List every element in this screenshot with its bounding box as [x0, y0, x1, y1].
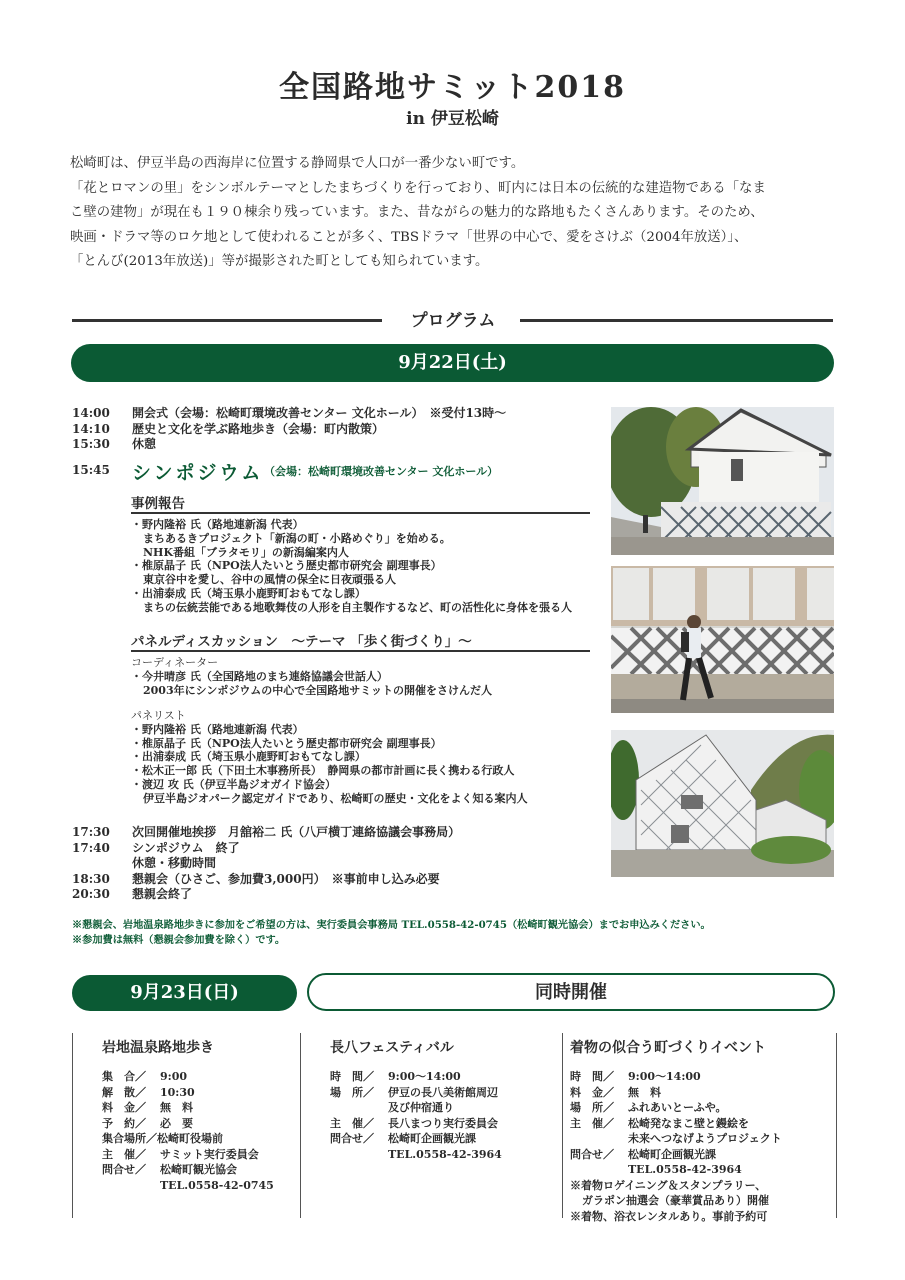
intro-line: 「とんび(2013年放送)」等が撮影された町としても知られています。: [70, 254, 489, 269]
schedule-time: 15:45: [72, 463, 110, 477]
event-chohachi-festival: [330, 1037, 502, 1162]
event-title: 岩地温泉路地歩き: [102, 1040, 214, 1056]
intro-line: 「花とロマンの里」をシンボルテーマとしたまちづくりを行っており、町内には日本の伝統的な建造物である「なま: [70, 180, 766, 196]
speaker-entry: ・野内隆裕 氏（路地連新潟 代表）: [131, 722, 304, 736]
street-illustration: [611, 730, 834, 877]
column-divider: [836, 1033, 837, 1218]
event-contact-tel: TEL.0558-42-0745: [160, 1178, 274, 1192]
event-detail: 主 催／ 長八まつり実行委員会: [330, 1116, 498, 1130]
schedule-desc: 歴史と文化を学ぶ路地歩き（会場：町内散策）: [132, 421, 385, 436]
schedule-desc: シンポジウム 終了: [132, 840, 240, 855]
column-divider: [72, 1033, 73, 1218]
speaker-entry: ・椎原晶子 氏（NPO法人たいとう歴史都市研究会 副理事長）: [131, 559, 442, 573]
event-detail: 料 金／ 無 料: [102, 1101, 193, 1114]
speaker-bio: NHK番組「ブラタモリ」の新潟編案内人: [143, 545, 349, 559]
simultaneous-events: [72, 1033, 837, 1223]
schedule-desc: 開会式（会場：松崎町環境改善センター 文化ホール） ※受付13時～: [132, 406, 507, 420]
intro-paragraph: [70, 152, 835, 275]
symposium-title: シンポジウム: [132, 462, 264, 484]
photo-namako-street: [611, 730, 834, 877]
event-note: ※着物、浴衣レンタルあり。事前予約可: [570, 1209, 768, 1223]
schedule-time: 14:00: [72, 406, 110, 420]
registration-notes: [72, 918, 711, 948]
event-detail: 問合せ／ 松崎町企画観光課: [570, 1147, 716, 1161]
photo-namako-storehouse: [611, 407, 834, 555]
walking-illustration: [611, 566, 834, 713]
schedule-time: 17:30: [72, 825, 110, 839]
divider-line: [131, 650, 590, 652]
schedule-desc: 懇親会（ひさご、参加費3,000円） ※事前申し込み必要: [132, 871, 440, 886]
case-reports-list: [131, 518, 572, 615]
schedule-time: 20:30: [72, 887, 110, 901]
symposium-venue: （会場：松崎町環境改善センター 文化ホール）: [264, 465, 499, 478]
coordinator-list: [131, 656, 492, 697]
event-detail: 未来へつなげようプロジェクト: [628, 1132, 782, 1145]
event-contact-tel: TEL.0558-42-3964: [628, 1163, 742, 1176]
speaker-entry: ・出浦泰成 氏（埼玉県小鹿野町おもてなし課）: [131, 586, 366, 600]
event-title: 着物の似合う町づくりイベント: [570, 1040, 766, 1056]
column-divider: [300, 1033, 301, 1218]
event-detail: 問合せ／ 松崎町観光協会: [102, 1163, 237, 1176]
divider-line: [131, 512, 590, 514]
program-heading-label: プログラム: [410, 311, 496, 331]
intro-line: 映画・ドラマ等のロケ地として使われることが多く、TBSドラマ「世界の中心で、愛をさけぶ（2004年放送）」、: [70, 229, 748, 245]
schedule-time: 14:10: [72, 421, 110, 436]
schedule-time: 18:30: [72, 871, 110, 886]
event-title: 長八フェスティバル: [330, 1040, 454, 1056]
event-detail: 集 合／ 9:00: [102, 1070, 188, 1083]
storehouse-illustration: [611, 407, 834, 555]
speaker-bio: まちの伝統芸能である地歌舞伎の人形を自主製作するなど、町の活性化に身体を張る人: [143, 600, 572, 614]
event-detail: 料 金／ 無 料: [570, 1085, 661, 1099]
speaker-entry: ・出浦泰成 氏（埼玉県小鹿野町おもてなし課）: [131, 750, 366, 764]
divider-line: [520, 319, 833, 322]
event-detail: 及び仲宿通り: [388, 1101, 454, 1114]
event-detail: 場 所／ 伊豆の長八美術館周辺: [330, 1085, 498, 1099]
coordinator-label: コーディネーター: [131, 656, 219, 669]
schedule-desc: 懇親会終了: [132, 887, 193, 901]
event-detail: 時 間／ 9:00～14:00: [570, 1070, 701, 1083]
event-note: ガラポン抽選会（豪華賞品あり）開催: [582, 1194, 769, 1207]
schedule-desc: 休憩: [132, 437, 157, 451]
intro-line: 松崎町は、伊豆半島の西海岸に位置する静岡県で人口が一番少ない町です。: [70, 156, 525, 171]
event-detail: 集合場所／松崎町役場前: [102, 1132, 223, 1145]
divider-line: [72, 319, 382, 322]
schedule-desc: 休憩・移動時間: [132, 856, 217, 870]
page-subtitle: in 伊豆松崎: [406, 109, 499, 129]
speaker-entry: ・椎原晶子 氏（NPO法人たいとう歴史都市研究会 副理事長）: [131, 736, 442, 750]
event-detail: 主 催／ サミット実行委員会: [102, 1147, 259, 1161]
event-iwachi-walk: [102, 1037, 274, 1193]
day1-banner: 9月22日(土): [71, 344, 834, 382]
event-detail: 問合せ／ 松崎町企画観光課: [330, 1132, 476, 1145]
event-kimono-town: [570, 1037, 782, 1224]
speaker-bio: まちあるきプロジェクト「新潟の町・小路めぐり」を始める。: [143, 531, 451, 545]
speaker-bio: 東京谷中を愛し、谷中の風情の保全に日夜頑張る人: [143, 573, 396, 587]
schedule-desc: 次回開催地挨拶 月舘裕二 氏（八戸横丁連絡協議会事務局）: [132, 825, 461, 839]
intro-line: こ壁の建物」が現在も１９０棟余り残っています。また、昔ながらの魅力的な路地もたくさんあります。そのため、: [70, 205, 764, 220]
program-heading: [70, 306, 835, 332]
day2-banner: 9月23日(日): [72, 975, 297, 1011]
event-detail: 場 所／ ふれあいとーふや。: [570, 1101, 727, 1114]
event-detail: 解 散／ 10:30: [102, 1085, 195, 1099]
note-line: ※参加費は無料（懇親会参加費を除く）です。: [72, 934, 286, 946]
event-contact-tel: TEL.0558-42-3964: [388, 1147, 502, 1161]
event-note: ※着物ロゲイニング＆スタンプラリー、: [570, 1178, 767, 1192]
case-reports-heading: 事例報告: [131, 496, 185, 512]
speaker-entry: ・松木正一郎 氏（下田土木事務所長） 静岡県の都市計画に長く携わる行政人: [131, 764, 515, 778]
panelist-list: [131, 709, 527, 806]
schedule-time: 17:40: [72, 840, 110, 855]
event-detail: 予 約／ 必 要: [102, 1116, 193, 1130]
speaker-entry: ・渡辺 攻 氏（伊豆半島ジオガイド協会）: [131, 777, 336, 791]
speaker-bio: 2003年にシンポジウムの中心で全国路地サミットの開催をさけんだ人: [143, 683, 493, 697]
speaker-entry: ・今井晴彦 氏（全国路地のまち連絡協議会世話人）: [131, 669, 388, 683]
simultaneous-events-banner: 同時開催: [307, 973, 835, 1011]
event-detail: 時 間／ 9:00～14:00: [330, 1070, 461, 1083]
panelist-label: パネリスト: [131, 709, 186, 722]
note-line: ※懇親会、岩地温泉路地歩きに参加をご希望の方は、実行委員会事務局 TEL.0558-42-0745（松崎町観光協会）までお申込みください。: [72, 919, 711, 931]
event-detail: 主 催／ 松崎発なまこ壁と鏝絵を: [570, 1116, 749, 1130]
panel-heading: パネルディスカッション ～テーマ 「歩く街づくり」～: [131, 634, 472, 650]
speaker-entry: ・野内隆裕 氏（路地連新潟 代表）: [131, 518, 304, 531]
photo-woman-walking: [611, 566, 834, 713]
speaker-bio: 伊豆半島ジオパーク認定ガイドであり、松崎町の歴史・文化をよく知る案内人: [143, 791, 528, 805]
schedule-time: 15:30: [72, 437, 110, 451]
page-title: 全国路地サミット2018: [279, 70, 626, 105]
column-divider: [562, 1033, 563, 1218]
